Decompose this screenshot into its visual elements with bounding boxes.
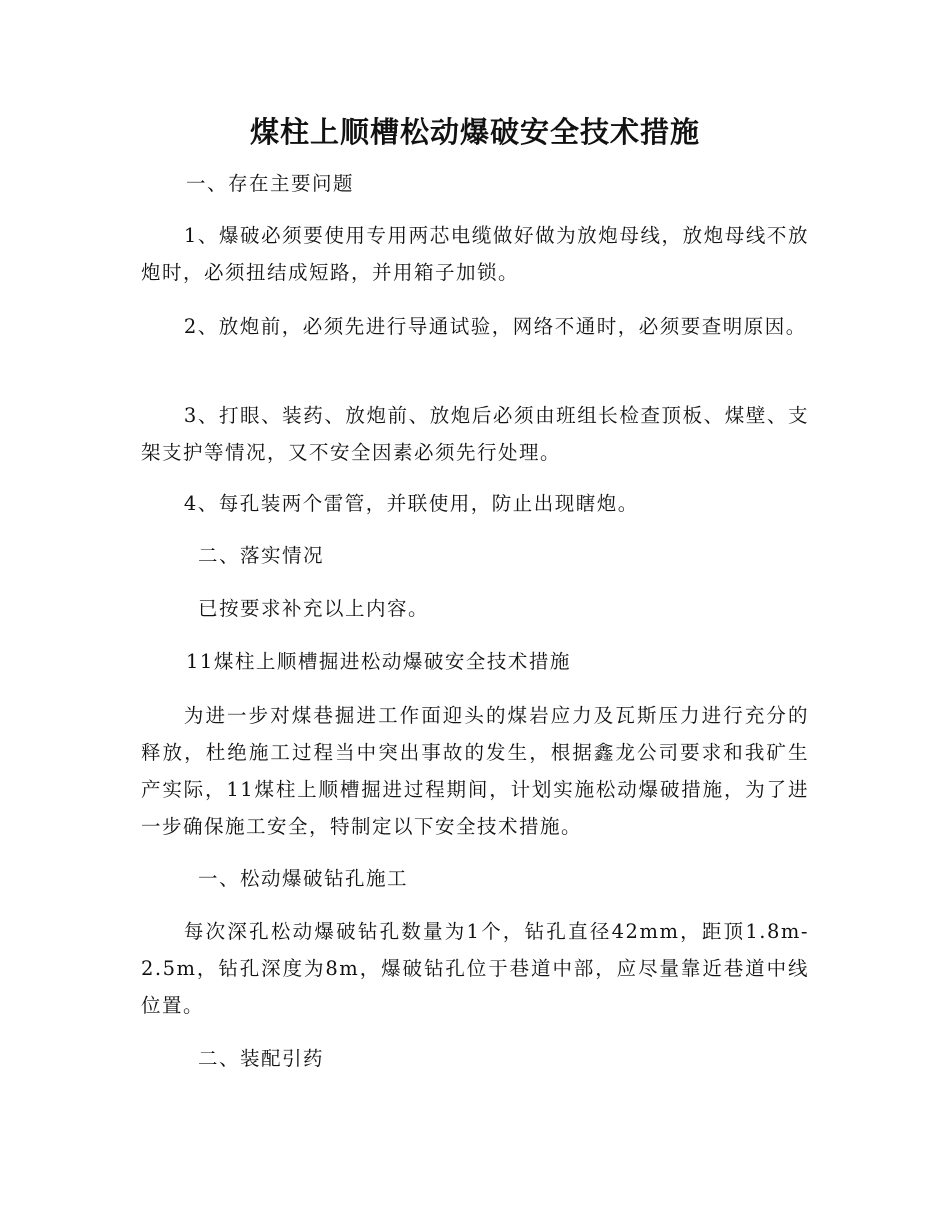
document-subtitle: 11煤柱上顺槽掘进松动爆破安全技术措施: [186, 650, 571, 673]
problem-item-2: 2、放炮前，必须先进行导通试验，网络不通时，必须要查明原因。: [183, 315, 807, 338]
problem-item-4: 4、每孔装两个雷管，并联使用，防止出现瞎炮。: [183, 492, 639, 515]
problem-item-3: 3、打眼、装药、放炮前、放炮后必须由班组长检查顶板、煤壁、支架支护等情况，又不安全因素必须先行处理。: [141, 404, 809, 464]
part-heading-charging: 二、装配引药: [198, 1047, 325, 1070]
section-heading-problems: 一、存在主要问题: [186, 172, 355, 195]
document-title: 煤柱上顺槽松动爆破安全技术措施: [249, 115, 700, 149]
problem-item-1: 1、爆破必须要使用专用两芯电缆做好做为放炮母线，放炮母线不放炮时，必须扭结成短路，并用箱子加锁。: [141, 224, 809, 284]
drilling-paragraph: 每次深孔松动爆破钻孔数量为1个，钻孔直径42mm，距顶1.8m-2.5m，钻孔深度为8m，爆破钻孔位于巷道中部，应尽量靠近巷道中线位置。: [141, 920, 809, 1017]
part-heading-drilling: 一、松动爆破钻孔施工: [198, 867, 409, 890]
implementation-text: 已按要求补充以上内容。: [198, 597, 430, 620]
intro-paragraph: 为进一步对煤巷掘进工作面迎头的煤岩应力及瓦斯压力进行充分的释放，杜绝施工过程当中突出事故的发生，根据鑫龙公司要求和我矿生产实际，11煤柱上顺槽掘进过程期间，计划实施松动爆破措施，为了进一步确保施工安全，特制定以下安全技术措施。: [141, 704, 809, 838]
section-heading-implementation: 二、落实情况: [198, 544, 325, 567]
